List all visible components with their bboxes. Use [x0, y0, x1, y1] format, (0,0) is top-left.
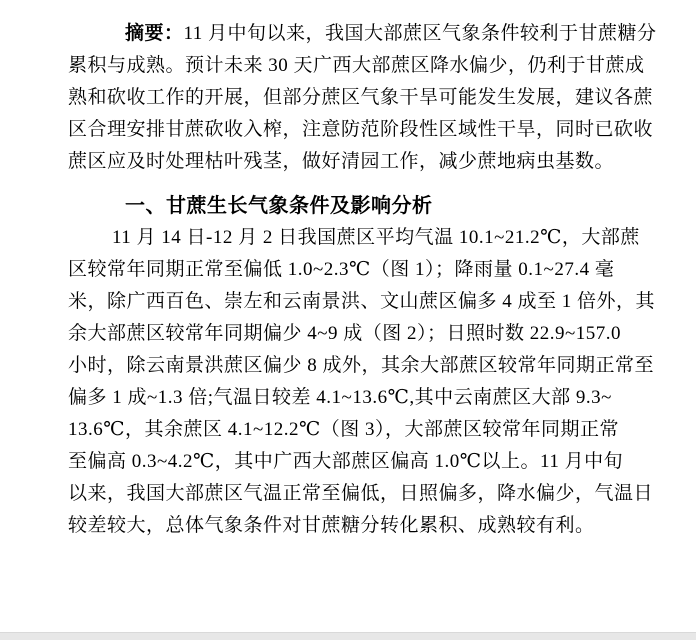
analysis-line: 11 月 14 日-12 月 2 日我国蔗区平均气温 10.1~21.2℃，大部蔗: [112, 227, 640, 248]
summary-label: 摘要：: [125, 23, 184, 44]
analysis-line: 偏多 1 成~1.3 倍;气温日较差 4.1~13.6℃,其中云南蔗区大部 9.3~: [68, 387, 612, 408]
document-content: [68, 18, 657, 542]
analysis-line: 小时，除云南景洪蔗区偏少 8 成外，其余大部蔗区较常年同期正常至: [68, 355, 655, 376]
summary-line: 累积与成熟。预计未来 30 天广西大部蔗区降水偏少，仍利于甘蔗成: [68, 55, 645, 76]
summary-text: 11 月中旬以来，我国大部蔗区气象条件较利于甘蔗糖分: [183, 23, 657, 44]
analysis-line: 区较常年同期正常至偏低 1.0~2.3℃（图 1）；降雨量 0.1~27.4 毫: [68, 259, 615, 280]
summary-line: [68, 18, 657, 50]
analysis-line: 以来，我国大部蔗区气温正常至偏低，日照偏多，降水偏少，气温日: [68, 483, 654, 504]
section-heading: 一、甘蔗生长气象条件及影响分析: [125, 195, 433, 217]
analysis-line: 13.6℃，其余蔗区 4.1~12.2℃（图 3），大部蔗区较常年同期正常: [68, 419, 620, 440]
analysis-line: 米，除广西百色、崇左和云南景洪、文山蔗区偏多 4 成至 1 倍外，其: [68, 291, 656, 312]
analysis-line: 余大部蔗区较常年同期偏少 4~9 成（图 2）；日照时数 22.9~157.0: [68, 323, 622, 344]
analysis-line: 至偏高 0.3~4.2℃，其中广西大部蔗区偏高 1.0℃以上。11 月中旬: [68, 451, 624, 472]
analysis-line: 较差较大，总体气象条件对甘蔗糖分转化累积、成熟较有利。: [68, 515, 595, 536]
page-bottom-edge: [0, 632, 696, 640]
summary-line: 熟和砍收工作的开展，但部分蔗区气象干旱可能发生发展，建议各蔗: [68, 87, 654, 108]
summary-line: 区合理安排甘蔗砍收入榨，注意防范阶段性区域性干旱，同时已砍收: [68, 119, 654, 140]
summary-line: 蔗区应及时处理枯叶残茎，做好清园工作，减少蔗地病虫基数。: [68, 151, 615, 172]
